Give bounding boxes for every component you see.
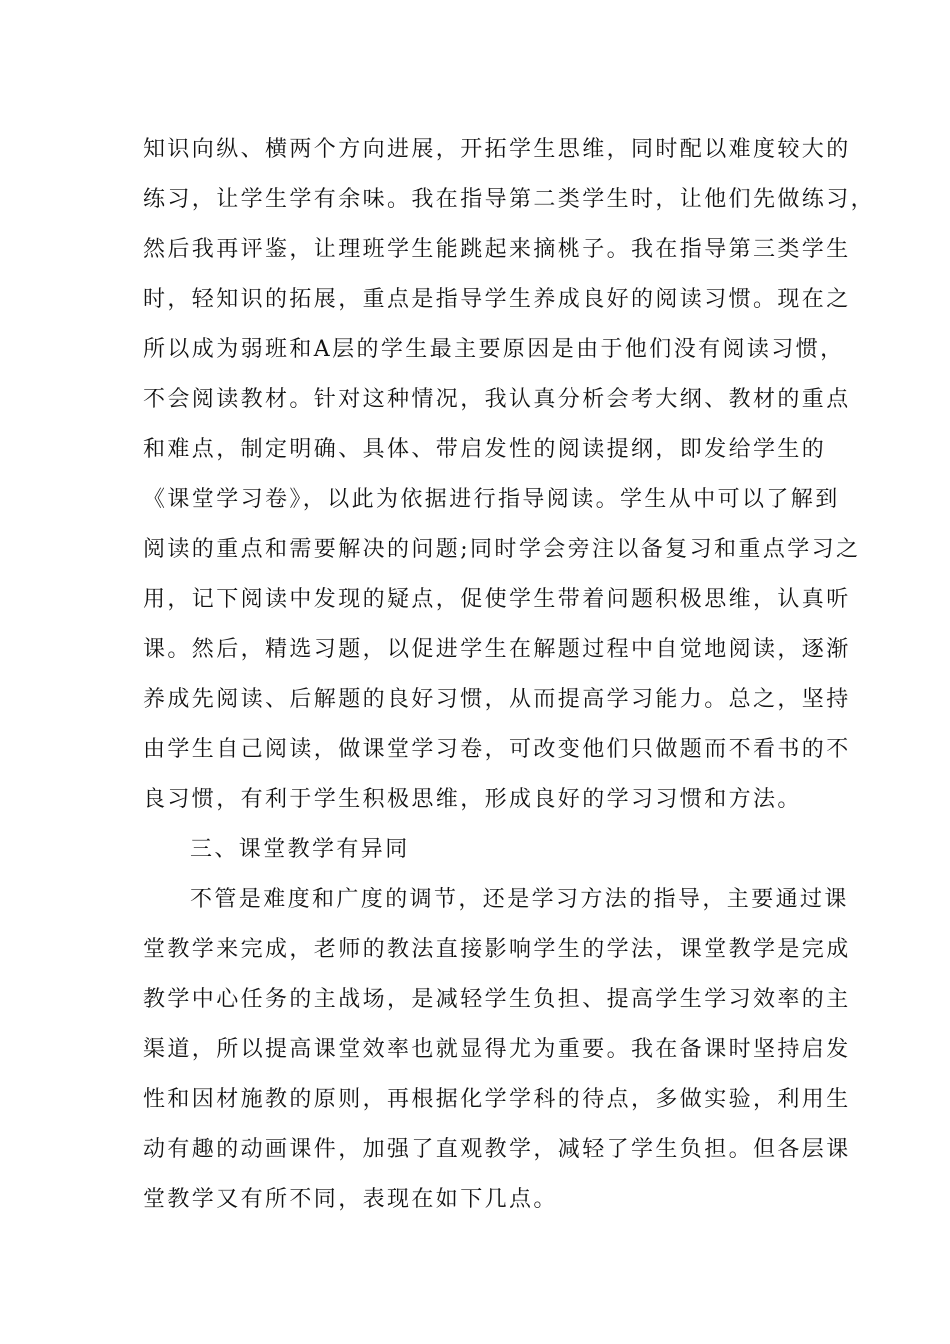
text-line: 不会阅读教材。针对这种情况，我认真分析会考大纲、教材的重点 bbox=[143, 387, 851, 412]
text-line: 教学中心任务的主战场，是减轻学生负担、提高学生学习效率的主 bbox=[143, 987, 851, 1012]
text-line: 然后我再评鉴，让理班学生能跳起来摘桃子。我在指导第三类学生 bbox=[143, 237, 851, 262]
text-line: 养成先阅读、后解题的良好习惯，从而提高学习能力。总之，坚持 bbox=[143, 687, 851, 712]
text-line: 知识向纵、横两个方向进展，开拓学生思维，同时配以难度较大的 bbox=[143, 137, 851, 162]
text-line: 良习惯，有利于学生积极思维，形成良好的学习习惯和方法。 bbox=[143, 787, 802, 812]
text-line: 《课堂学习卷》，以此为依据进行指导阅读。学生从中可以了解到 bbox=[143, 487, 840, 512]
text-line: 动有趣的动画课件，加强了直观教学，减轻了学生负担。但各层课 bbox=[143, 1137, 851, 1162]
text-line: 不管是难度和广度的调节，还是学习方法的指导，主要通过课 bbox=[190, 887, 849, 912]
text-line: 堂教学来完成，老师的教法直接影响学生的学法，课堂教学是完成 bbox=[143, 937, 851, 962]
text-line: 阅读的重点和需要解决的问题;同时学会旁注以备复习和重点学习之 bbox=[143, 537, 861, 562]
text-line: 和难点，制定明确、具体、带启发性的阅读提纲，即发给学生的 bbox=[143, 437, 827, 462]
text-line: 时，轻知识的拓展，重点是指导学生养成良好的阅读习惯。现在之 bbox=[143, 287, 851, 312]
section-heading: 三、课堂教学有异同 bbox=[190, 837, 410, 862]
text-line: 堂教学又有所不同，表现在如下几点。 bbox=[143, 1187, 558, 1212]
text-line: 由学生自己阅读，做课堂学习卷，可改变他们只做题而不看书的不 bbox=[143, 737, 851, 762]
text-line: 性和因材施教的原则，再根据化学学科的待点，多做实验，利用生 bbox=[143, 1087, 851, 1112]
text-line: 渠道，所以提高课堂效率也就显得尤为重要。我在备课时坚持启发 bbox=[143, 1037, 851, 1062]
text-line: 用，记下阅读中发现的疑点，促使学生带着问题积极思维，认真听 bbox=[143, 587, 851, 612]
text-line: 所以成为弱班和A层的学生最主要原因是由于他们没有阅读习惯， bbox=[143, 337, 845, 362]
text-line: 练习，让学生学有余味。我在指导第二类学生时，让他们先做练习， bbox=[143, 187, 876, 212]
text-line: 课。然后，精选习题，以促进学生在解题过程中自觉地阅读，逐渐 bbox=[143, 637, 851, 662]
